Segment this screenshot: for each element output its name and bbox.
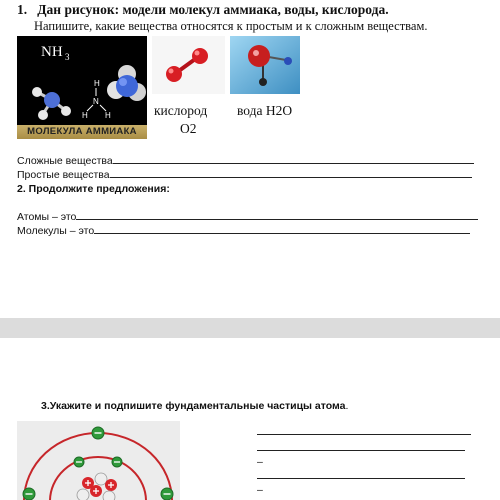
atoms-answer-line[interactable] — [76, 210, 478, 220]
atoms-row — [17, 210, 478, 223]
task1-number: 1. — [17, 2, 28, 17]
task3-title-text: 3.Укажите и подпишите фундаментальные частицы атома — [41, 400, 346, 412]
water-molecule-image — [230, 36, 300, 94]
water-label: вода H2O — [237, 103, 293, 118]
molecules-answer-line[interactable] — [94, 224, 470, 234]
water-model-illustration — [230, 36, 300, 94]
task1-title — [17, 2, 389, 18]
task2-title: 2. Продолжите предложения: — [17, 183, 170, 195]
complex-substances-row — [17, 154, 474, 167]
structural-h-top: H — [94, 79, 100, 88]
task1-instruction: Напишите, какие вещества относятся к простым и к сложным веществам. — [34, 19, 428, 33]
complex-substances-label: Сложные вещества — [17, 155, 113, 167]
ammonia-molecule-image — [17, 36, 147, 139]
atoms-label: Атомы – это — [17, 211, 77, 223]
task3-title-period: . — [345, 400, 349, 412]
oxygen-molecule-image — [152, 36, 225, 94]
structural-h-left: H — [82, 111, 88, 120]
structural-n: N — [93, 97, 99, 106]
ammonia-formula: NH — [41, 44, 63, 60]
simple-substances-answer-line[interactable] — [110, 168, 472, 178]
molecules-label: Молекулы – это — [17, 225, 95, 237]
structural-h-right: H — [105, 111, 111, 120]
atom-diagram — [17, 421, 180, 500]
molecules-row — [17, 224, 470, 237]
particle-answer-dash-1: – — [257, 456, 263, 468]
particle-answer-line-2[interactable] — [257, 450, 465, 451]
ammonia-formula-sub: 3 — [65, 52, 70, 62]
complex-substances-answer-line[interactable] — [113, 154, 474, 164]
particle-answer-dash-2: – — [257, 484, 263, 496]
page-break-band — [0, 318, 500, 338]
ammonia-caption: МОЛЕКУЛА АММИАКА — [17, 125, 147, 139]
oxygen-formula: O2 — [180, 121, 197, 136]
particle-answer-line-1[interactable] — [257, 434, 471, 435]
task3-title — [41, 400, 348, 412]
oxygen-model-illustration — [152, 36, 225, 94]
oxygen-label: кислород — [154, 103, 208, 118]
simple-substances-label: Простые вещества — [17, 169, 110, 181]
simple-substances-row — [17, 168, 472, 181]
ammonia-model-illustration — [17, 36, 147, 139]
task1-title-text: Дан рисунок: модели молекул аммиака, воды, кислорода. — [37, 2, 389, 17]
particle-answer-line-3[interactable] — [257, 478, 465, 479]
atom-model-image — [17, 421, 180, 500]
